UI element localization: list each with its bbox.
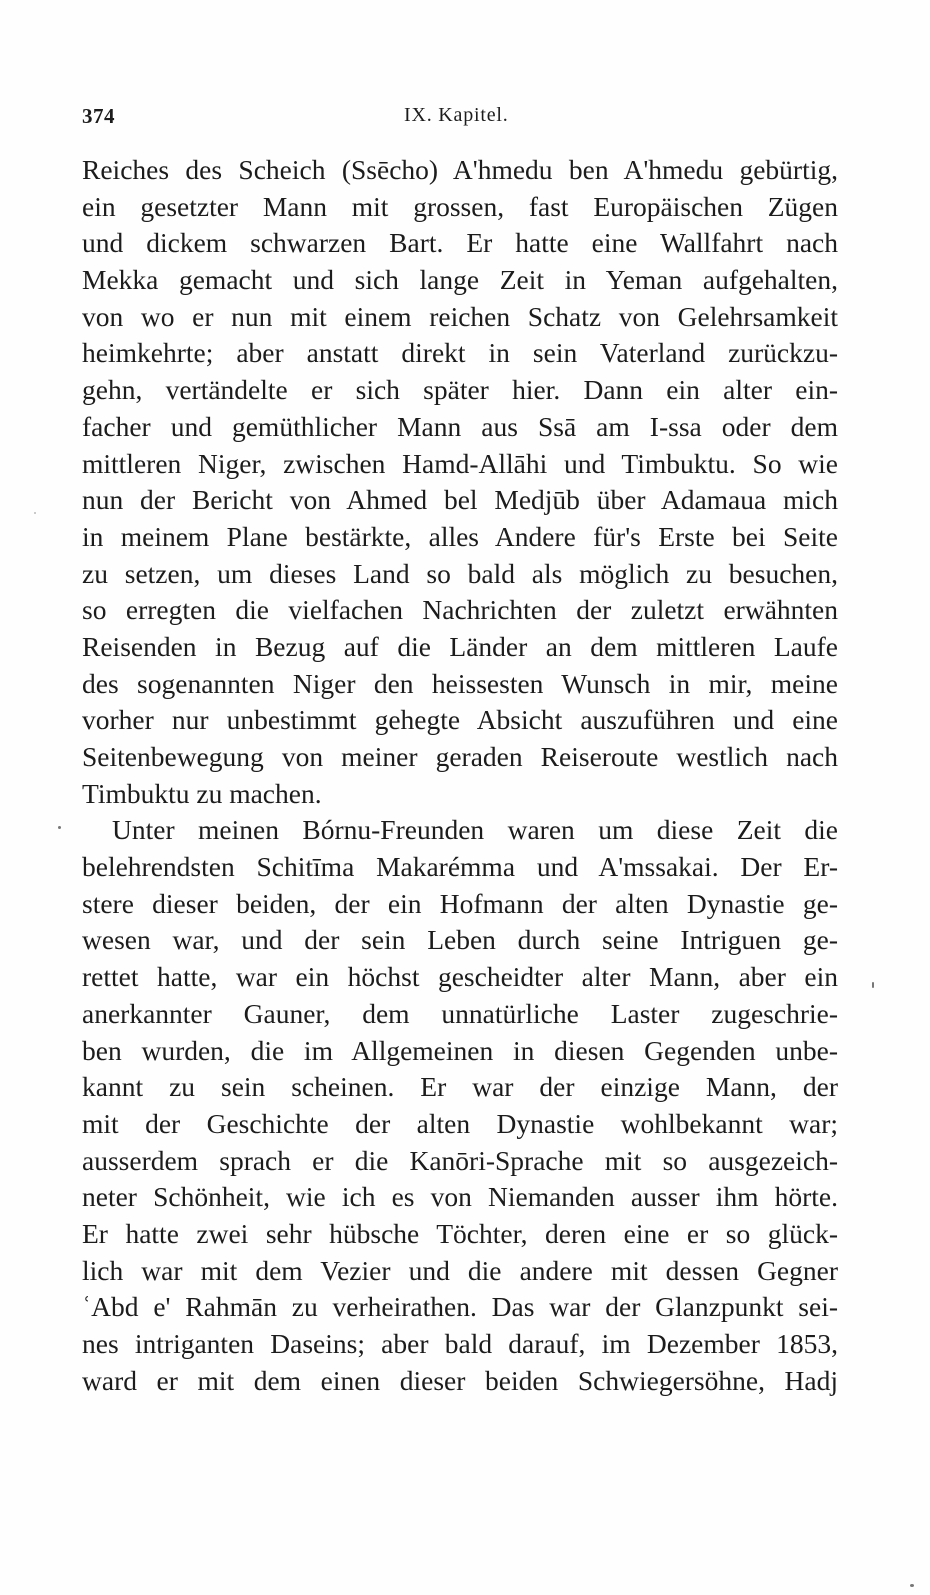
text-line: anerkannter Gauner, dem unnatürliche Laster zugeschrie- xyxy=(82,997,838,1029)
scan-speck xyxy=(910,1584,914,1587)
text-line: Timbuktu zu machen. xyxy=(82,777,322,809)
text-line: und dickem schwarzen Bart. Er hatte eine Wallfahrt nach xyxy=(82,227,838,259)
paragraph-2 xyxy=(82,812,838,1399)
text-line: Seitenbewegung von meiner geraden Reiseroute westlich nach xyxy=(82,741,838,772)
text-line: stere dieser beiden, der ein Hofmann der alten Dynastie ge- xyxy=(82,887,838,919)
text-line: vorher nur unbestimmt gehegte Absicht auszuführen und eine xyxy=(82,704,838,736)
text-line: heimkehrte; aber anstatt direkt in sein Vaterland zurückzu- xyxy=(82,337,838,369)
text-line: ward er mit dem einen dieser beiden Schwiegersöhne, Hadj xyxy=(82,1364,838,1396)
text-line: ein gesetzter Mann mit grossen, fast Europäischen Zügen xyxy=(82,190,838,222)
text-line: zu setzen, um dieses Land so bald als möglich zu besuchen, xyxy=(82,557,838,589)
body-text xyxy=(82,152,838,1399)
text-line: kannt zu sein scheinen. Er war der einzige Mann, der xyxy=(82,1071,838,1103)
text-line: mittleren Niger, zwischen Hamd-Allāhi und Timbuktu. So wie xyxy=(82,447,838,479)
scan-speck xyxy=(34,512,36,514)
running-head: IX. Kapitel. xyxy=(404,104,509,126)
text-line: Er hatte zwei sehr hübsche Töchter, deren eine er so glück- xyxy=(82,1217,838,1249)
text-line: neter Schönheit, wie ich es von Niemanden ausser ihm hörte. xyxy=(82,1181,838,1213)
text-line: von wo er nun mit einem reichen Schatz von Gelehrsamkeit xyxy=(82,300,838,332)
paragraph-1 xyxy=(82,152,838,812)
text-line: Reiches des Scheich (Ssēcho) A'hmedu ben A'hmedu gebürtig, xyxy=(82,154,838,185)
text-line: gehn, vertändelte er sich später hier. Dann ein alter ein- xyxy=(82,374,838,406)
text-line: lich war mit dem Vezier und die andere mit dessen Gegner xyxy=(82,1254,838,1286)
text-line: in meinem Plane bestärkte, alles Andere für's Erste bei Seite xyxy=(82,520,838,552)
text-line: Mekka gemacht und sich lange Zeit in Yeman aufgehalten, xyxy=(82,264,838,296)
text-line: ʿAbd e' Rahmān zu verheirathen. Das war der Glanzpunkt sei- xyxy=(82,1291,838,1323)
text-line: ben wurden, die im Allgemeinen in diesen Gegenden unbe- xyxy=(82,1034,838,1066)
page-number: 374 xyxy=(82,104,115,128)
page-header xyxy=(82,104,838,128)
text-line: rettet hatte, war ein höchst gescheidter alter Mann, aber ein xyxy=(82,961,838,993)
scan-speck xyxy=(872,982,874,988)
scan-speck xyxy=(58,826,61,829)
text-line: mit der Geschichte der alten Dynastie wohlbekannt war; xyxy=(82,1107,838,1139)
text-line: so erregten die vielfachen Nachrichten der zuletzt erwähnten xyxy=(82,594,838,626)
text-line: nun der Bericht von Ahmed bel Medjūb über Adamaua mich xyxy=(82,484,838,516)
text-line: nes intriganten Daseins; aber bald darauf, im Dezember 1853, xyxy=(82,1328,838,1359)
text-line: ausserdem sprach er die Kanōri-Sprache mit so ausgezeich- xyxy=(82,1144,838,1176)
text-line: des sogenannten Niger den heissesten Wunsch in mir, meine xyxy=(82,667,838,699)
text-line: Unter meinen Bórnu-Freunden waren um diese Zeit die xyxy=(112,814,838,846)
text-line: Reisenden in Bezug auf die Länder an dem mittleren Laufe xyxy=(82,630,838,662)
text-line: facher und gemüthlicher Mann aus Ssā am I-ssa oder dem xyxy=(82,410,838,442)
text-line: wesen war, und der sein Leben durch seine Intriguen ge- xyxy=(82,924,838,956)
text-line: belehrendsten Schitīma Makarémma und A'mssakai. Der Er- xyxy=(82,851,838,883)
